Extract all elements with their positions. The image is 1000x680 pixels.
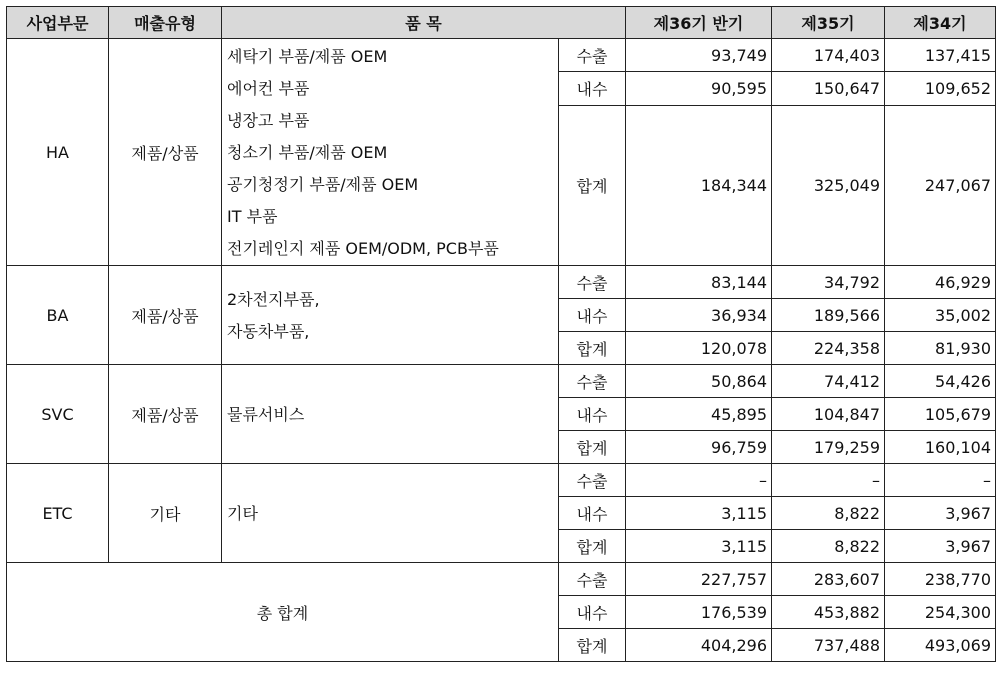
kind-cell: 내수 <box>559 72 626 105</box>
kind-cell: 내수 <box>559 497 626 530</box>
value-cell: 224,358 <box>772 332 885 365</box>
kind-cell: 수출 <box>559 464 626 497</box>
kind-cell: 내수 <box>559 398 626 431</box>
value-cell: 179,259 <box>772 431 885 464</box>
value-cell: 50,864 <box>626 365 772 398</box>
item-line: 전기레인지 제품 OEM/ODM, PCB부품 <box>227 239 499 258</box>
value-cell: 45,895 <box>626 398 772 431</box>
value-cell: 96,759 <box>626 431 772 464</box>
table-row <box>7 266 996 299</box>
value-cell: – <box>626 464 772 497</box>
value-cell: 34,792 <box>772 266 885 299</box>
value-cell: 453,882 <box>772 596 885 629</box>
item-line: IT 부품 <box>227 207 278 226</box>
kind-cell: 수출 <box>559 266 626 299</box>
total-label: 총 합계 <box>7 563 559 662</box>
segment-cell: ETC <box>7 464 109 563</box>
value-cell: 174,403 <box>772 39 885 72</box>
item-list <box>222 365 559 464</box>
value-cell: 184,344 <box>626 105 772 265</box>
item-line: 청소기 부품/제품 OEM <box>227 143 388 162</box>
value-cell: 83,144 <box>626 266 772 299</box>
value-cell: 36,934 <box>626 299 772 332</box>
value-cell: 35,002 <box>885 299 996 332</box>
group-ha <box>7 39 996 266</box>
header-period-35: 제35기 <box>772 7 885 39</box>
sales-type-cell: 제품/상품 <box>109 39 222 266</box>
value-cell: 109,652 <box>885 72 996 105</box>
value-cell: 404,296 <box>626 629 772 662</box>
header-row <box>7 7 996 39</box>
header-period-34: 제34기 <box>885 7 996 39</box>
item-list <box>222 464 559 563</box>
value-cell: 137,415 <box>885 39 996 72</box>
value-cell: 3,967 <box>885 530 996 563</box>
value-cell: 254,300 <box>885 596 996 629</box>
value-cell: 3,115 <box>626 530 772 563</box>
kind-cell: 합계 <box>559 332 626 365</box>
value-cell: 54,426 <box>885 365 996 398</box>
item-line: 기타 <box>227 504 258 523</box>
value-cell: 74,412 <box>772 365 885 398</box>
item-line: 물류서비스 <box>227 405 305 424</box>
kind-cell: 합계 <box>559 431 626 464</box>
value-cell: 737,488 <box>772 629 885 662</box>
item-line: 에어컨 부품 <box>227 79 310 98</box>
value-cell: 189,566 <box>772 299 885 332</box>
value-cell: 120,078 <box>626 332 772 365</box>
sales-type-cell: 제품/상품 <box>109 365 222 464</box>
group-total <box>7 563 996 662</box>
value-cell: 46,929 <box>885 266 996 299</box>
sales-type-cell: 기타 <box>109 464 222 563</box>
table-row <box>7 39 996 72</box>
header-item: 품 목 <box>222 7 626 39</box>
value-cell: 90,595 <box>626 72 772 105</box>
value-cell: 8,822 <box>772 497 885 530</box>
kind-cell: 수출 <box>559 563 626 596</box>
group-etc <box>7 464 996 563</box>
kind-cell: 내수 <box>559 299 626 332</box>
item-line: 공기청정기 부품/제품 OEM <box>227 175 419 194</box>
kind-cell: 합계 <box>559 105 626 265</box>
value-cell: 227,757 <box>626 563 772 596</box>
item-line: 냉장고 부품 <box>227 111 310 130</box>
kind-cell: 수출 <box>559 39 626 72</box>
segment-cell: HA <box>7 39 109 266</box>
value-cell: 160,104 <box>885 431 996 464</box>
item-list <box>222 39 559 266</box>
value-cell: – <box>885 464 996 497</box>
item-line: 2차전지부품, <box>227 290 320 309</box>
value-cell: 493,069 <box>885 629 996 662</box>
value-cell: 104,847 <box>772 398 885 431</box>
table-row <box>7 464 996 497</box>
segment-cell: SVC <box>7 365 109 464</box>
group-ba <box>7 266 996 365</box>
value-cell: 150,647 <box>772 72 885 105</box>
table-row <box>7 563 996 596</box>
item-line: 세탁기 부품/제품 OEM <box>227 47 388 66</box>
header-period-36-half: 제36기 반기 <box>626 7 772 39</box>
value-cell: 93,749 <box>626 39 772 72</box>
header-sales-type: 매출유형 <box>109 7 222 39</box>
value-cell: 3,967 <box>885 497 996 530</box>
value-cell: 247,067 <box>885 105 996 265</box>
sales-table <box>6 6 996 662</box>
value-cell: 8,822 <box>772 530 885 563</box>
value-cell: 238,770 <box>885 563 996 596</box>
item-list <box>222 266 559 365</box>
segment-cell: BA <box>7 266 109 365</box>
value-cell: – <box>772 464 885 497</box>
table-row <box>7 365 996 398</box>
kind-cell: 합계 <box>559 530 626 563</box>
value-cell: 81,930 <box>885 332 996 365</box>
kind-cell: 수출 <box>559 365 626 398</box>
kind-cell: 합계 <box>559 629 626 662</box>
sales-type-cell: 제품/상품 <box>109 266 222 365</box>
group-svc <box>7 365 996 464</box>
value-cell: 176,539 <box>626 596 772 629</box>
value-cell: 325,049 <box>772 105 885 265</box>
kind-cell: 내수 <box>559 596 626 629</box>
value-cell: 105,679 <box>885 398 996 431</box>
item-line: 자동차부품, <box>227 322 310 341</box>
value-cell: 283,607 <box>772 563 885 596</box>
header-segment: 사업부문 <box>7 7 109 39</box>
value-cell: 3,115 <box>626 497 772 530</box>
